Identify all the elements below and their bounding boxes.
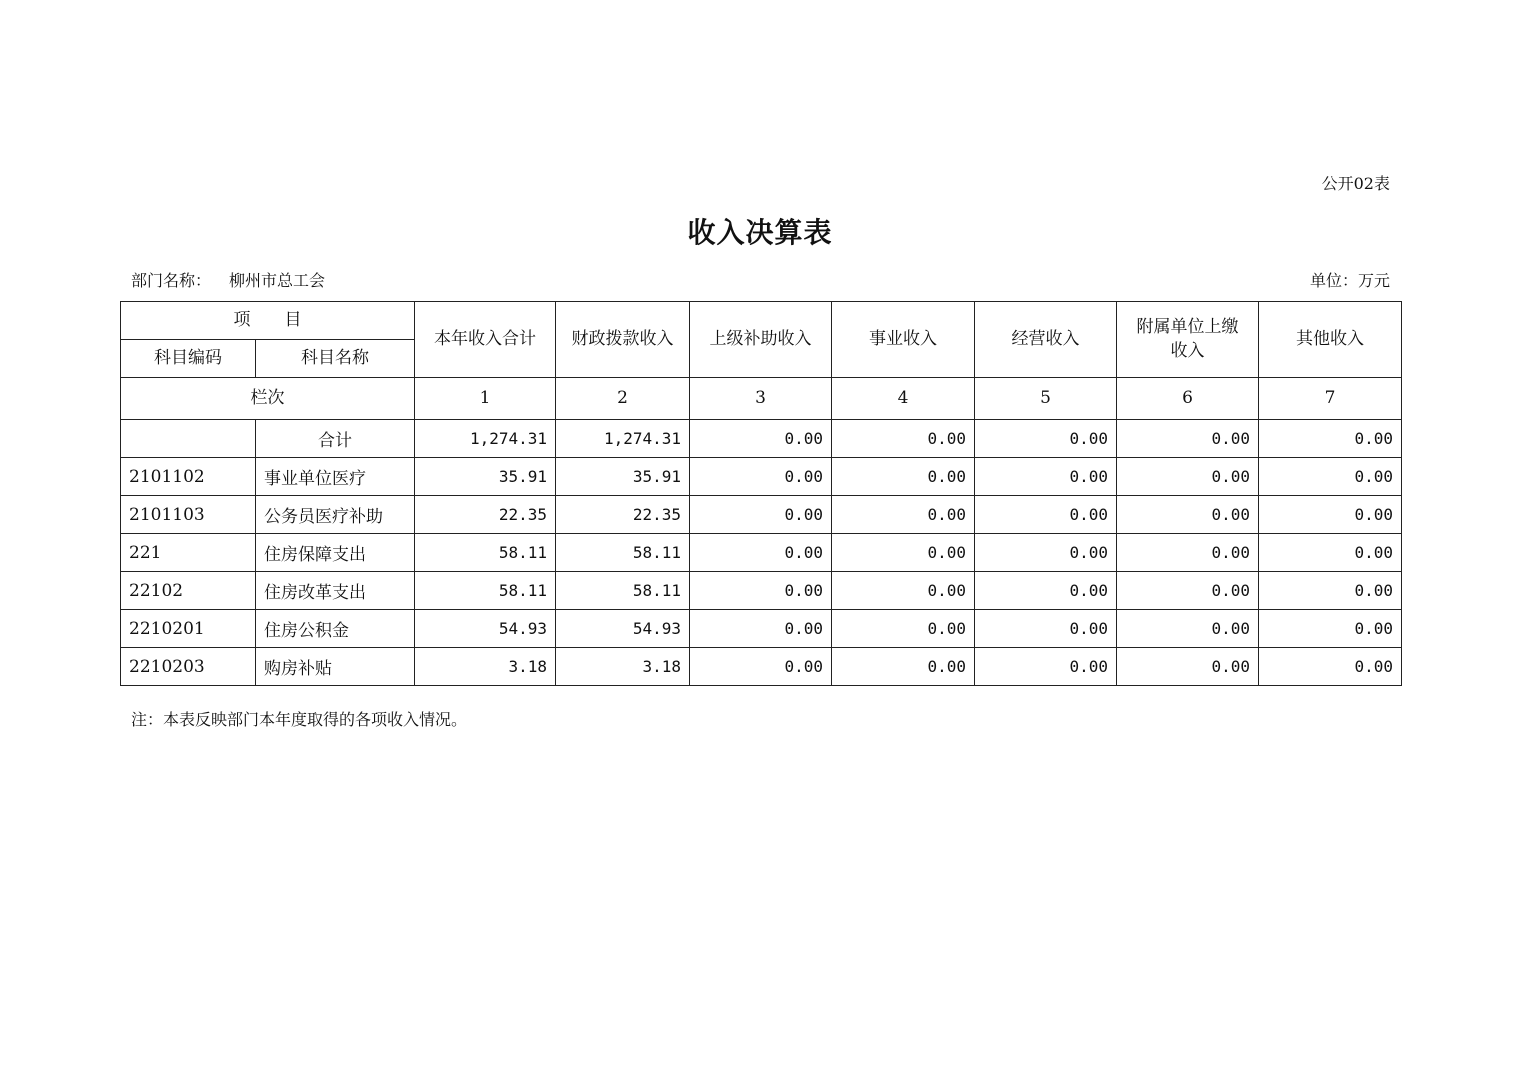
value-cell: 0.00 bbox=[1259, 534, 1402, 572]
value-cell: 0.00 bbox=[1259, 458, 1402, 496]
value-cell: 0.00 bbox=[690, 496, 832, 534]
unit-label: 单位：万元 bbox=[1309, 271, 1390, 290]
total-row bbox=[121, 420, 1402, 458]
subject-code-cell: 2210203 bbox=[121, 648, 256, 686]
value-cell: 0.00 bbox=[1117, 534, 1259, 572]
value-cell: 0.00 bbox=[1259, 496, 1402, 534]
value-cell: 35.91 bbox=[415, 458, 556, 496]
table-row bbox=[121, 648, 1402, 686]
header-superior: 上级补助收入 bbox=[690, 302, 832, 378]
income-table bbox=[120, 301, 1402, 686]
header-other: 其他收入 bbox=[1259, 302, 1402, 378]
value-cell: 0.00 bbox=[975, 648, 1117, 686]
value-cell: 0.00 bbox=[832, 648, 975, 686]
column-index: 6 bbox=[1117, 378, 1259, 420]
header-affiliated: 附属单位上缴收入 bbox=[1117, 302, 1259, 378]
column-index: 3 bbox=[690, 378, 832, 420]
value-cell: 0.00 bbox=[975, 572, 1117, 610]
column-index: 2 bbox=[556, 378, 690, 420]
subject-name-cell: 事业单位医疗 bbox=[256, 458, 415, 496]
header-business: 事业收入 bbox=[832, 302, 975, 378]
value-cell: 0.00 bbox=[1117, 610, 1259, 648]
value-cell: 0.00 bbox=[1259, 572, 1402, 610]
subject-code-cell: 2210201 bbox=[121, 610, 256, 648]
value-cell: 0.00 bbox=[832, 420, 975, 458]
value-cell: 22.35 bbox=[415, 496, 556, 534]
value-cell: 35.91 bbox=[556, 458, 690, 496]
value-cell: 0.00 bbox=[1117, 648, 1259, 686]
subject-code-cell: 221 bbox=[121, 534, 256, 572]
value-cell: 0.00 bbox=[1117, 458, 1259, 496]
table-row bbox=[121, 496, 1402, 534]
value-cell: 3.18 bbox=[415, 648, 556, 686]
value-cell: 0.00 bbox=[690, 648, 832, 686]
header-item: 项 目 bbox=[121, 302, 415, 340]
value-cell: 54.93 bbox=[556, 610, 690, 648]
value-cell: 0.00 bbox=[832, 458, 975, 496]
department-value: 柳州市总工会 bbox=[229, 271, 326, 290]
subject-name-cell: 住房改革支出 bbox=[256, 572, 415, 610]
value-cell: 0.00 bbox=[975, 496, 1117, 534]
value-cell: 0.00 bbox=[690, 420, 832, 458]
subject-name-cell: 公务员医疗补助 bbox=[256, 496, 415, 534]
form-number: 公开02表 bbox=[1321, 174, 1390, 193]
value-cell: 0.00 bbox=[975, 420, 1117, 458]
value-cell: 0.00 bbox=[1259, 420, 1402, 458]
value-cell: 1,274.31 bbox=[415, 420, 556, 458]
value-cell: 0.00 bbox=[975, 534, 1117, 572]
value-cell: 0.00 bbox=[1259, 648, 1402, 686]
value-cell: 0.00 bbox=[975, 458, 1117, 496]
value-cell: 54.93 bbox=[415, 610, 556, 648]
value-cell: 0.00 bbox=[832, 610, 975, 648]
value-cell: 0.00 bbox=[975, 610, 1117, 648]
value-cell: 58.11 bbox=[415, 572, 556, 610]
value-cell: 22.35 bbox=[556, 496, 690, 534]
header-name: 科目名称 bbox=[256, 340, 415, 378]
column-index: 1 bbox=[415, 378, 556, 420]
value-cell: 58.11 bbox=[556, 572, 690, 610]
table-row bbox=[121, 458, 1402, 496]
subject-name-cell: 住房公积金 bbox=[256, 610, 415, 648]
value-cell: 0.00 bbox=[690, 534, 832, 572]
value-cell: 0.00 bbox=[1117, 496, 1259, 534]
header-operating: 经营收入 bbox=[975, 302, 1117, 378]
value-cell: 0.00 bbox=[1117, 420, 1259, 458]
value-cell: 0.00 bbox=[690, 458, 832, 496]
department-info bbox=[131, 268, 325, 291]
header-total: 本年收入合计 bbox=[415, 302, 556, 378]
value-cell: 3.18 bbox=[556, 648, 690, 686]
value-cell: 0.00 bbox=[1117, 572, 1259, 610]
table-row bbox=[121, 610, 1402, 648]
value-cell: 0.00 bbox=[832, 534, 975, 572]
column-index: 5 bbox=[975, 378, 1117, 420]
table-row bbox=[121, 572, 1402, 610]
value-cell: 0.00 bbox=[690, 572, 832, 610]
value-cell: 58.11 bbox=[556, 534, 690, 572]
page-title: 收入决算表 bbox=[687, 216, 833, 249]
value-cell: 1,274.31 bbox=[556, 420, 690, 458]
table-note: 注：本表反映部门本年度取得的各项收入情况。 bbox=[131, 710, 468, 729]
header-fiscal: 财政拨款收入 bbox=[556, 302, 690, 378]
value-cell: 0.00 bbox=[690, 610, 832, 648]
subject-code-cell bbox=[121, 420, 256, 458]
value-cell: 0.00 bbox=[832, 572, 975, 610]
value-cell: 0.00 bbox=[1259, 610, 1402, 648]
subject-name-cell: 合计 bbox=[256, 420, 415, 458]
table-row bbox=[121, 534, 1402, 572]
column-index: 7 bbox=[1259, 378, 1402, 420]
subject-code-cell: 22102 bbox=[121, 572, 256, 610]
column-index: 4 bbox=[832, 378, 975, 420]
column-index-label: 栏次 bbox=[121, 378, 415, 420]
subject-code-cell: 2101103 bbox=[121, 496, 256, 534]
subject-name-cell: 购房补贴 bbox=[256, 648, 415, 686]
value-cell: 58.11 bbox=[415, 534, 556, 572]
subject-code-cell: 2101102 bbox=[121, 458, 256, 496]
header-code: 科目编码 bbox=[121, 340, 256, 378]
department-label: 部门名称： bbox=[131, 271, 212, 290]
subject-name-cell: 住房保障支出 bbox=[256, 534, 415, 572]
value-cell: 0.00 bbox=[832, 496, 975, 534]
